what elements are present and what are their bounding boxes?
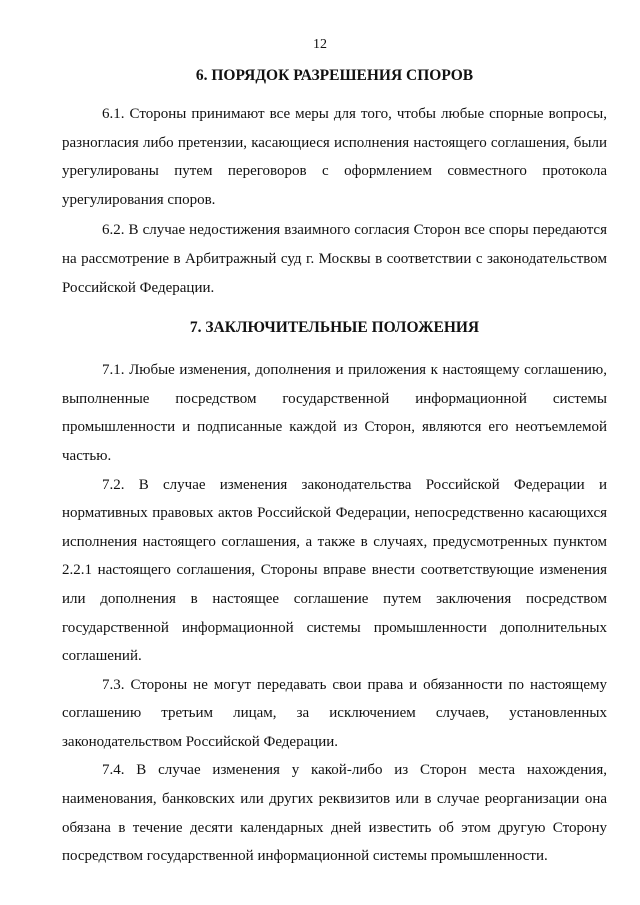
paragraph-7-3: 7.3. Стороны не могут передавать свои права и обязанности по настоящему соглашению третьим лицам, за исключением случаев, установленных законодательством Российской Федерации. [62,676,607,750]
paragraph-6-1: 6.1. Стороны принимают все меры для того, чтобы любые спорные вопросы, разногласия либо претензии, касающиеся исполнения настоящего соглашения, были урегулированы путем переговоров с оформлением совместного протокола урегулирования споров. [62,106,607,208]
paragraph-7-1: 7.1. Любые изменения, дополнения и приложения к настоящему соглашению, выполненные посредством государственной информационной системы промышленности и подписанные каждой из Сторон, являются его неотъемлемой частью. [62,362,607,464]
section-heading: 7. ЗАКЛЮЧИТЕЛЬНЫЕ ПОЛОЖЕНИЯ [189,319,480,337]
paragraph-7-2: 7.2. В случае изменения законодательства Российской Федерации и нормативных правовых актов Российской Федерации, непосредственно касающихся исполнения настоящего соглашения, а также в случаях, предусмотренных пунктом 2.2.1 настоящего соглашения, Стороны вправе внести соответствующие изменения или дополнения в настоящее соглашение путем заключения посредством государственной информационной системы промышленности дополнительных соглашений. [62,476,607,665]
section-final-provisions [62,314,607,871]
section-dispute-resolution [62,62,607,302]
section-heading: 6. ПОРЯДОК РАЗРЕШЕНИЯ СПОРОВ [195,67,474,84]
document-body [62,60,607,871]
page-number: 12 [313,37,327,52]
paragraph-6-2: 6.2. В случае недостижения взаимного согласия Сторон все споры передаются на рассмотрение в Арбитражный суд г. Москвы в соответствии с законодательством Российской Федерации. [62,222,607,296]
paragraph-7-4: 7.4. В случае изменения у какой-либо из Сторон места нахождения, наименования, банковских или других реквизитов или в случае реорганизации она обязана в течение десяти календарных дней известить об этом другую Сторону посредством государственной информационной системы промышленности. [62,762,607,865]
